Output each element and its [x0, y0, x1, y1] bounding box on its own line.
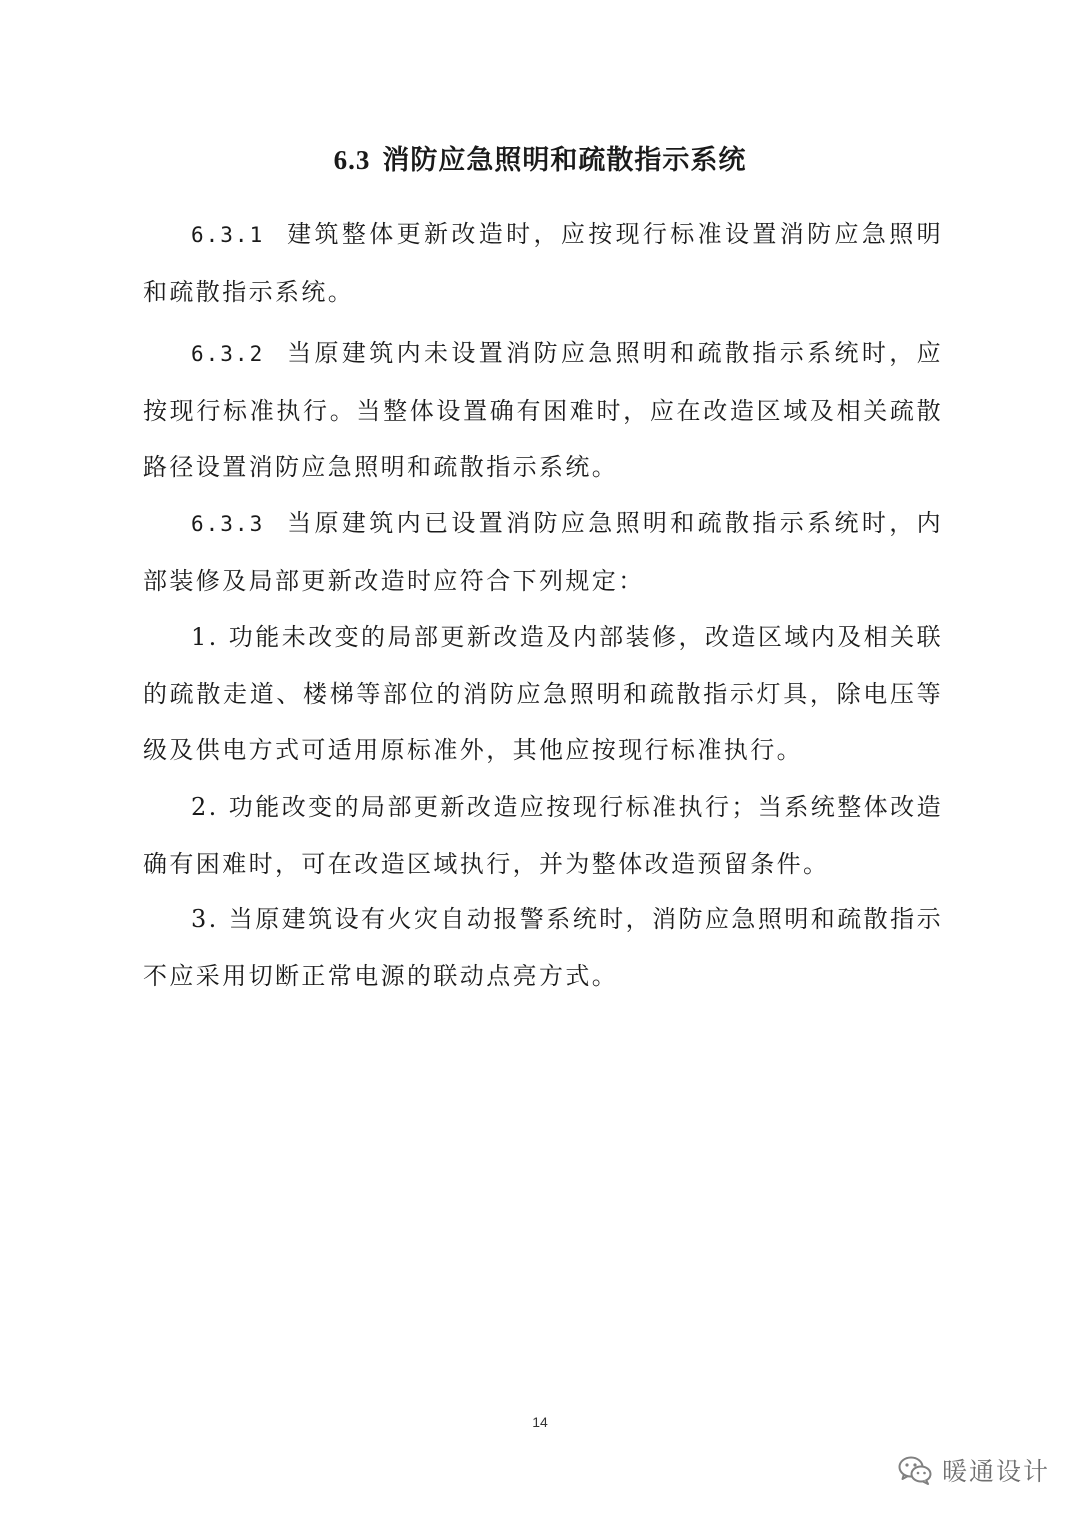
clause-number: 6.3.2	[191, 342, 265, 366]
watermark-text: 暖通设计	[942, 1457, 1051, 1486]
clause-6-3-1	[143, 206, 943, 320]
wechat-icon	[898, 1455, 932, 1485]
list-item-text: 1. 功能未改变的局部更新改造及内部装修，改造区域内及相关联的疏散走道、楼梯等部位的消防应急照明和疏散指示灯具，除电压等级及供电方式可适用原标准外，其他应按现行标准执行。	[143, 623, 943, 764]
clause-6-3-2	[143, 325, 943, 496]
list-item-2	[143, 779, 943, 892]
section-title	[0, 140, 1080, 181]
section-number: 6.3	[333, 145, 371, 175]
clause-6-3-3	[143, 495, 943, 609]
watermark	[898, 1450, 1050, 1490]
clause-number: 6.3.1	[191, 223, 265, 247]
section-title-text: 消防应急照明和疏散指示系统	[382, 145, 747, 176]
clause-text: 建筑整体更新改造时，应按现行标准设置消防应急照明和疏散指示系统。	[143, 220, 943, 306]
list-item-3	[143, 891, 943, 1004]
clause-text: 当原建筑内已设置消防应急照明和疏散指示系统时，内部装修及局部更新改造时应符合下列规定：	[143, 509, 943, 595]
clause-number: 6.3.3	[191, 512, 265, 536]
list-item-text: 3. 当原建筑设有火灾自动报警系统时，消防应急照明和疏散指示不应采用切断正常电源的联动点亮方式。	[143, 905, 943, 990]
page-number: 14	[532, 1414, 548, 1430]
clause-text: 当原建筑内未设置消防应急照明和疏散指示系统时，应按现行标准执行。当整体设置确有困难时，应在改造区域及相关疏散路径设置消防应急照明和疏散指示系统。	[143, 339, 943, 481]
list-item-text: 2. 功能改变的局部更新改造应按现行标准执行；当系统整体改造确有困难时，可在改造区域执行，并为整体改造预留条件。	[143, 793, 943, 878]
list-item-1	[143, 609, 943, 779]
